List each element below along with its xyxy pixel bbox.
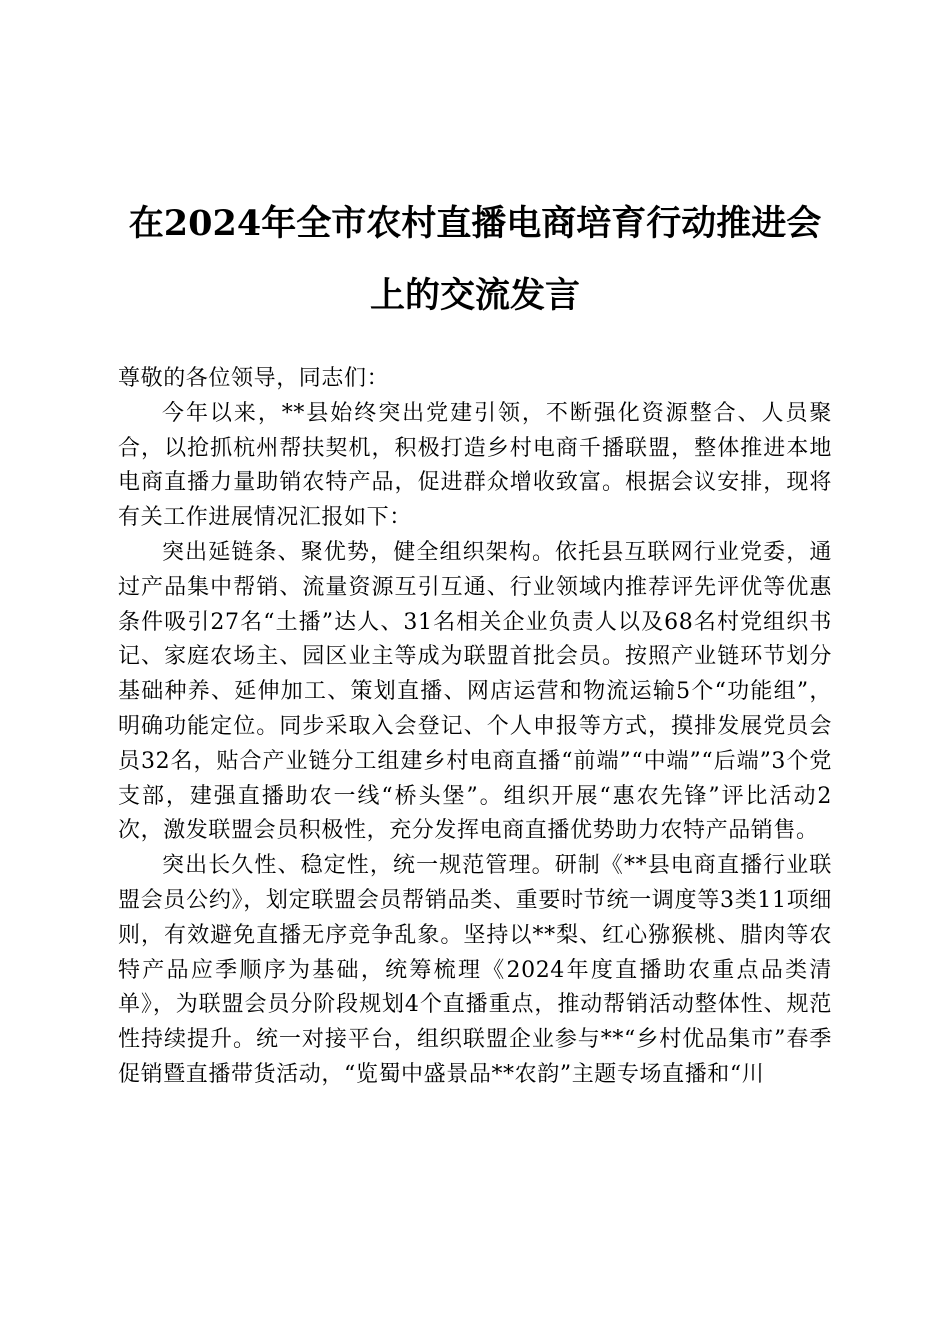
paragraph-intro: 今年以来，**县始终突出党建引领，不断强化资源整合、人员聚合，以抢抓杭州帮扶契机，积极打造乡村电商千播联盟，整体推进本地电商直播力量助销农特产品，促进群众增收致富。根据会议安排，现将有关工作进展情况汇报如下：: [118, 400, 832, 531]
salutation: 尊敬的各位领导，同志们：: [118, 366, 390, 391]
paragraph-management: 突出长久性、稳定性，统一规范管理。研制《**县电商直播行业联盟会员公约》，划定联盟会员帮销品类、重要时节统一调度等3类11项细则，有效避免直播无序竞争乱象。坚持以**梨、红心猕猴桃、腊肉等农特产品应季顺序为基础，统筹梳理《2024年度直播助农重点品类清单》，为联盟会员分阶段规划4个直播重点，推动帮销活动整体性、规范性持续提升。统一对接平台，组织联盟企业参与**“乡村优品集市”春季促销暨直播带货活动，“览蜀中盛景品**农韵”主题专场直播和“川: [118, 853, 832, 1087]
document-body: [118, 362, 832, 1093]
title-line-1: 在2024年全市农村直播电商培育行动推进会: [128, 203, 822, 244]
title-line-2: 上的交流发言: [369, 275, 580, 316]
document-title: [118, 188, 832, 332]
paragraph-organization: 突出延链条、聚优势，健全组织架构。依托县互联网行业党委，通过产品集中帮销、流量资源互引互通、行业领域内推荐评先评优等优惠条件吸引27名“土播”达人、31名相关企业负责人以及68名村党组织书记、家庭农场主、园区业主等成为联盟首批会员。按照产业链环节划分基础种养、延伸加工、策划直播、网店运营和物流运输5个“功能组”，明确功能定位。同步采取入会登记、个人申报等方式，摸排发展党员会员32名，贴合产业链分工组建乡村电商直播“前端”“中端”“后端”3个党支部，建强直播助农一线“桥头堡”。组织开展“惠农先锋”评比活动2次，激发联盟会员积极性，充分发挥电商直播优势助力农特产品销售。: [118, 539, 832, 844]
